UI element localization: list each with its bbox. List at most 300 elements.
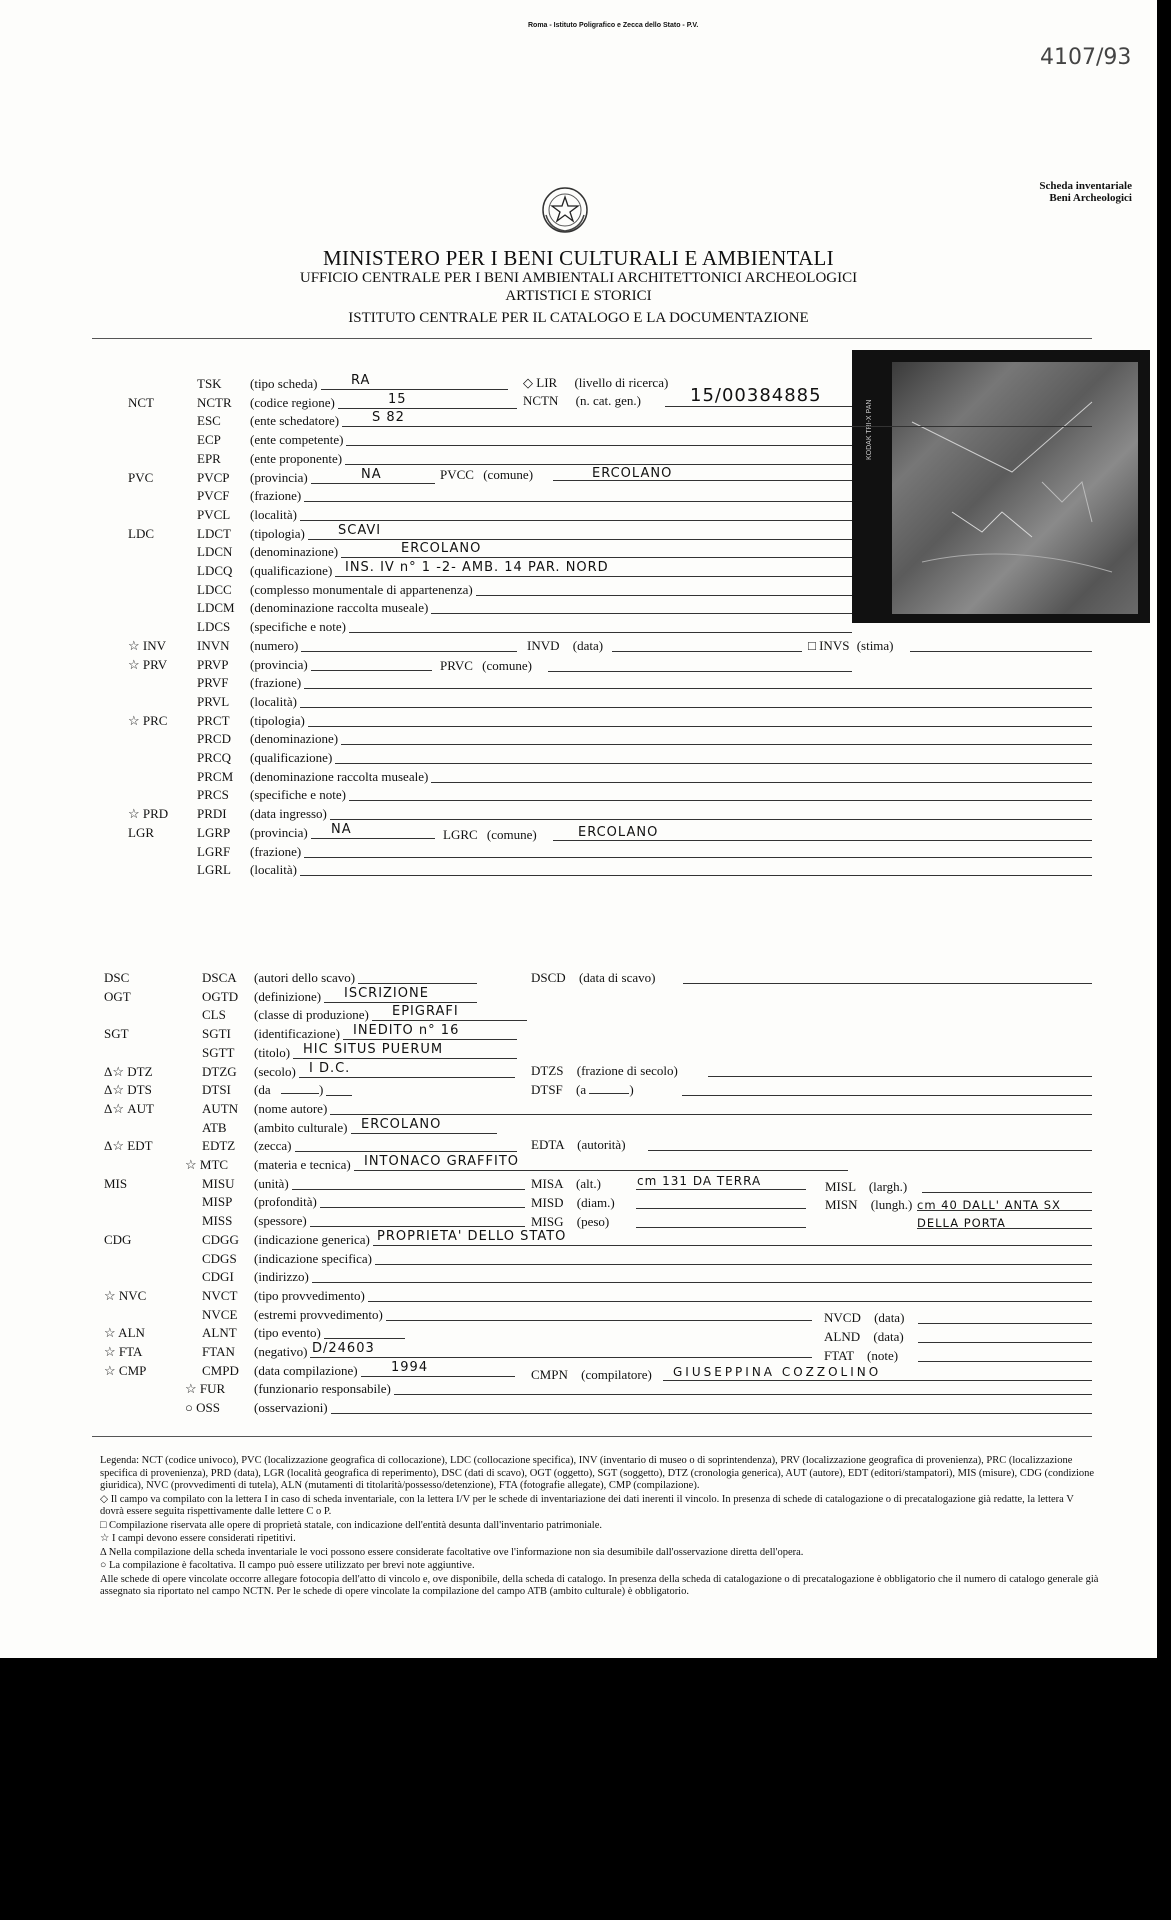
field-label: (tipologia) bbox=[250, 713, 305, 728]
field-label: (peso) bbox=[576, 1214, 610, 1229]
alnd-line bbox=[918, 1342, 1092, 1343]
legend-note: Δ Nella compilazione della scheda inventariale le voci possono essere considerate facoltative ove l'informazione non sia desumibile dall'osservazione diretta dell'opera. bbox=[100, 1546, 804, 1558]
field-label: (profondità) bbox=[254, 1194, 317, 1209]
field-label: (largh.) bbox=[868, 1179, 908, 1194]
prvc-line bbox=[548, 671, 852, 672]
group-code: ☆ INV bbox=[128, 638, 167, 653]
lgrc-line bbox=[553, 840, 1092, 841]
photo-caption: KODAK TRI-X PAN bbox=[866, 399, 873, 460]
field-line bbox=[330, 819, 1092, 820]
ftat-line bbox=[918, 1361, 1092, 1362]
field-code: MISA bbox=[531, 1176, 563, 1191]
field-label: (tipo provvedimento) bbox=[254, 1288, 365, 1303]
field-line bbox=[293, 1058, 517, 1059]
field-line bbox=[312, 1282, 1092, 1283]
group-code: LGR bbox=[128, 825, 154, 840]
misg-line bbox=[636, 1227, 806, 1228]
field-code: NVCE bbox=[202, 1307, 238, 1322]
scan-border bbox=[1157, 0, 1171, 1920]
field-line bbox=[373, 1245, 1092, 1246]
field-label: (frazione) bbox=[250, 675, 302, 690]
prvc-field bbox=[440, 658, 532, 675]
field-label: (indicazione generica) bbox=[254, 1232, 370, 1247]
field-label: (funzionario responsabile) bbox=[254, 1381, 391, 1396]
field-label: (località) bbox=[250, 694, 297, 709]
field-label: (data) bbox=[874, 1310, 905, 1325]
field-code: ☆ FUR bbox=[185, 1381, 226, 1396]
field-code: MISD bbox=[531, 1195, 564, 1210]
legend-note: Alle schede di opere vincolate occorre allegare fotocopia dell'atto di vincolo e, ove disponibile, della scheda di catalogo. In presenza della scheda di catalogazione o di precatalogazione è obbligatorio che il numero di catalogo generale già assegnato sia riportato nel campo NCTN. Per le schede di opere vincolate la compilazione del campo ATB (ambito culturale) è obbligatorio. bbox=[100, 1573, 1099, 1597]
misd-field bbox=[531, 1195, 615, 1212]
field-code: LGRC bbox=[443, 827, 478, 842]
group-code: SGT bbox=[104, 1026, 129, 1041]
field-line bbox=[345, 464, 852, 465]
field-code: ALNT bbox=[202, 1325, 237, 1340]
field-value[interactable]: 1994 bbox=[391, 1360, 429, 1375]
field-value[interactable]: INEDITO n° 16 bbox=[353, 1023, 460, 1038]
field-line bbox=[342, 426, 852, 427]
field-code: PRCT bbox=[197, 713, 230, 728]
field-value[interactable]: PROPRIETA' DELLO STATO bbox=[377, 1229, 567, 1244]
field-line bbox=[295, 1151, 517, 1152]
field-label: (compilatore) bbox=[581, 1367, 652, 1382]
field-code: DTZG bbox=[202, 1064, 237, 1079]
field-line bbox=[346, 445, 852, 446]
field-label: (ambito culturale) bbox=[254, 1120, 348, 1135]
dscd-field bbox=[531, 970, 655, 987]
field-label: (autori dello scavo) bbox=[254, 970, 356, 985]
field-line bbox=[343, 1039, 517, 1040]
card-type-line: Beni Archeologici bbox=[1049, 192, 1132, 204]
field-line bbox=[320, 1207, 525, 1208]
group-code: DSC bbox=[104, 970, 130, 985]
field-label: (indicazione specifica) bbox=[254, 1251, 373, 1266]
ministry-title: MINISTERO PER I BENI CULTURALI E AMBIENTALI bbox=[323, 246, 834, 270]
field-label: (qualificazione) bbox=[250, 563, 333, 578]
group-code: Δ☆ DTS bbox=[104, 1082, 152, 1097]
lgrc-field bbox=[443, 827, 537, 844]
field-label: (note) bbox=[867, 1348, 899, 1363]
field-label: (materia e tecnica) bbox=[254, 1157, 351, 1172]
photo-image bbox=[892, 362, 1138, 614]
field-code: PRCD bbox=[197, 731, 231, 746]
field-label: (data di scavo) bbox=[578, 970, 656, 985]
field-code: LGRP bbox=[197, 825, 231, 840]
field-line bbox=[308, 726, 1092, 727]
group-code: ☆ ALN bbox=[104, 1325, 145, 1340]
field-line bbox=[431, 782, 1092, 783]
field-line bbox=[431, 613, 852, 614]
field-label: (denominazione) bbox=[250, 544, 339, 559]
ext-line bbox=[852, 426, 1092, 427]
header-divider bbox=[92, 338, 1092, 339]
group-code: ☆ CMP bbox=[104, 1363, 147, 1378]
legend-note: □ Compilazione riservata alle opere di proprietà statale, con indicazione dell'entità desunta dall'inventario patrimoniale. bbox=[100, 1519, 602, 1531]
group-code: LDC bbox=[128, 526, 154, 541]
field-code: FTAT bbox=[824, 1348, 854, 1363]
field-line bbox=[300, 707, 1092, 708]
field-label: (estremi provvedimento) bbox=[254, 1307, 383, 1322]
field-label: (denominazione raccolta museale) bbox=[250, 769, 429, 784]
field-value[interactable]: 15 bbox=[388, 392, 407, 407]
field-code: LGRL bbox=[197, 862, 231, 877]
field-line bbox=[349, 800, 1092, 801]
field-line bbox=[311, 838, 435, 839]
field-line bbox=[292, 1189, 525, 1190]
field-line bbox=[310, 1357, 812, 1358]
group-code: CDG bbox=[104, 1232, 132, 1247]
field-line bbox=[386, 1320, 812, 1321]
group-code: ☆ PRD bbox=[128, 806, 169, 821]
field-code: DSCD bbox=[531, 970, 566, 985]
legend-divider bbox=[92, 1436, 1092, 1437]
field-line bbox=[310, 1226, 525, 1227]
field-line bbox=[361, 1376, 515, 1377]
field-label: (località) bbox=[250, 862, 297, 877]
graffito-lines bbox=[892, 362, 1138, 614]
field-label: (provincia) bbox=[250, 470, 308, 485]
field-label: (zecca) bbox=[254, 1138, 292, 1153]
field-line bbox=[301, 651, 517, 652]
dtsf-field: DTSF (a ) bbox=[531, 1082, 634, 1097]
nctn-line bbox=[665, 406, 852, 407]
field-label: (codice regione) bbox=[250, 395, 335, 410]
field-line bbox=[331, 1413, 1092, 1414]
field-code: INVD bbox=[527, 638, 560, 653]
field-code: PRVP bbox=[197, 657, 229, 672]
invd-line bbox=[612, 651, 802, 652]
legend-note: Legenda: NCT (codice univoco), PVC (localizzazione geografica di collocazione), LDC (collocazione specifica), INV (inventario di museo o di soprintendenza), PRV (localizzazione geografica di provenienza), PRC (localizzazione specifica di provenienza), PRD (data), LGR (località geografica di reperimento), DSC (dati di scavo), OGT (oggetto), SGT (soggetto), DTZ (cronologia generica), AUT (autore), EDT (editori/stampatori), MIS (misure), CDG (condizione giuridica), NVC (provvedimenti di tutela), ALN (mutamenti di titolarità/possesso/detenzione), FTA (fotografie allegate), CMP (compilazione). bbox=[100, 1455, 1095, 1491]
field-code: NVCD bbox=[824, 1310, 861, 1325]
field-line bbox=[372, 1020, 527, 1021]
group-code: NCT bbox=[128, 395, 154, 410]
field-line bbox=[394, 1394, 1092, 1395]
field-code: EPR bbox=[197, 451, 221, 466]
field-label: (unità) bbox=[254, 1176, 289, 1191]
field-value[interactable]: D/24603 bbox=[312, 1341, 375, 1356]
field-label: (denominazione raccolta museale) bbox=[250, 600, 429, 615]
field-label: (secolo) bbox=[254, 1064, 296, 1079]
field-code: CLS bbox=[202, 1007, 226, 1022]
field-code: □ INVS bbox=[808, 638, 850, 653]
group-code: Δ☆ AUT bbox=[104, 1101, 154, 1116]
legend-note: ☆ I campi devono essere considerati ripetitivi. bbox=[100, 1533, 296, 1544]
field-code: PRCM bbox=[197, 769, 234, 784]
field-label: (a bbox=[576, 1082, 587, 1097]
field-code: CMPN bbox=[531, 1367, 568, 1382]
field-code: ◇ LIR bbox=[523, 375, 558, 390]
dscd-line bbox=[683, 983, 1092, 984]
field-code: LGRF bbox=[197, 844, 231, 859]
legend-note: ○ La compilazione è facoltativa. Il campo può essere utilizzato per brevi note aggiuntive. bbox=[100, 1560, 475, 1571]
field-label: (qualificazione) bbox=[250, 750, 333, 765]
field-label: (data) bbox=[572, 638, 604, 653]
field-label: (da bbox=[254, 1082, 271, 1097]
stamp-number: 4107/93 bbox=[1040, 45, 1132, 70]
field-line bbox=[351, 1133, 497, 1134]
lgrc-value[interactable]: ERCOLANO bbox=[578, 825, 659, 840]
field-line bbox=[375, 1264, 1092, 1265]
field-code: PRVC bbox=[440, 658, 473, 673]
invs-line bbox=[910, 651, 1092, 652]
field-value[interactable]: RA bbox=[351, 373, 371, 388]
field-value[interactable]: I D.C. bbox=[309, 1061, 351, 1076]
field-code: LDCN bbox=[197, 544, 233, 559]
field-line bbox=[335, 763, 1092, 764]
misa-field bbox=[531, 1176, 601, 1193]
group-code: MIS bbox=[104, 1176, 128, 1191]
field-label: (definizione) bbox=[254, 989, 322, 1004]
field-line bbox=[476, 595, 852, 596]
field-code: ECP bbox=[197, 432, 221, 447]
field-code: PVCC bbox=[440, 467, 474, 482]
field-label: (ente schedatore) bbox=[250, 413, 340, 428]
field-label: (tipo scheda) bbox=[250, 376, 318, 391]
field-code: MISL bbox=[825, 1179, 856, 1194]
field-label: (provincia) bbox=[250, 825, 308, 840]
dtsf-line bbox=[682, 1095, 1092, 1096]
republic-emblem-icon bbox=[540, 185, 590, 235]
field-label: (lungh.) bbox=[870, 1197, 913, 1212]
edta-field bbox=[531, 1137, 626, 1154]
field-line bbox=[335, 576, 852, 577]
group-code: PVC bbox=[128, 470, 154, 485]
field-code: PRVF bbox=[197, 675, 229, 690]
field-label: (frazione) bbox=[250, 844, 302, 859]
dtzs-line bbox=[708, 1076, 1092, 1077]
group-code: ☆ PRC bbox=[128, 713, 168, 728]
field-code: PVCL bbox=[197, 507, 231, 522]
field-value[interactable]: S 82 bbox=[372, 410, 405, 425]
invs-field bbox=[808, 638, 894, 655]
field-code: ALND bbox=[824, 1329, 861, 1344]
field-label: (stima) bbox=[856, 638, 894, 653]
field-line bbox=[304, 501, 852, 502]
pvcc-value[interactable]: ERCOLANO bbox=[592, 466, 673, 481]
nctn-field bbox=[523, 393, 641, 410]
group-code: OGT bbox=[104, 989, 131, 1004]
field-code: CDGS bbox=[202, 1251, 237, 1266]
field-line bbox=[324, 1338, 405, 1339]
group-code: ☆ PRV bbox=[128, 657, 168, 672]
field-label: (numero) bbox=[250, 638, 299, 653]
misa-line bbox=[636, 1189, 806, 1190]
field-label: (denominazione) bbox=[250, 731, 339, 746]
field-code: ATB bbox=[202, 1120, 227, 1135]
field-code: DTZS bbox=[531, 1063, 564, 1078]
field-label: (tipo evento) bbox=[254, 1325, 321, 1340]
cmpn-value[interactable]: GIUSEPPINA COZZOLINO bbox=[673, 1365, 882, 1379]
field-label: (livello di ricerca) bbox=[574, 375, 669, 390]
alnd-field bbox=[824, 1329, 904, 1346]
lir-field bbox=[523, 375, 668, 392]
field-code: SGTT bbox=[202, 1045, 235, 1060]
field-line bbox=[338, 408, 517, 409]
field-code: PVCF bbox=[197, 488, 230, 503]
field-label: (comune) bbox=[483, 467, 534, 482]
field-value[interactable]: NA bbox=[361, 467, 382, 482]
field-line bbox=[349, 632, 852, 633]
attached-photo bbox=[852, 350, 1150, 623]
field-code: ○ OSS bbox=[185, 1400, 220, 1415]
field-code: MISP bbox=[202, 1194, 233, 1209]
field-code: PRDI bbox=[197, 806, 227, 821]
field-label: (classe di produzione) bbox=[254, 1007, 369, 1022]
misn-value[interactable]: cm 40 DALL' ANTA SX DELLA PORTA bbox=[917, 1198, 1061, 1230]
field-line bbox=[300, 875, 1092, 876]
field-label: (località) bbox=[250, 507, 297, 522]
field-line bbox=[358, 983, 477, 984]
dtsi-bracket: ) bbox=[281, 1082, 323, 1098]
field-code: CDGG bbox=[202, 1232, 239, 1247]
field-code: DTSF bbox=[531, 1082, 563, 1097]
field-value[interactable]: EPIGRAFI bbox=[392, 1004, 459, 1019]
field-code: MISS bbox=[202, 1213, 233, 1228]
misl-field bbox=[825, 1179, 907, 1196]
field-code: DSCA bbox=[202, 970, 237, 985]
field-label: (data) bbox=[873, 1329, 904, 1344]
field-label: (frazione) bbox=[250, 488, 302, 503]
misg-field bbox=[531, 1214, 609, 1231]
field-line bbox=[341, 744, 1092, 745]
field-line bbox=[311, 670, 432, 671]
invd-field bbox=[527, 638, 603, 655]
field-code: MISU bbox=[202, 1176, 235, 1191]
group-code: Δ☆ EDT bbox=[104, 1138, 153, 1153]
field-label: (provincia) bbox=[250, 657, 308, 672]
field-line bbox=[326, 1095, 352, 1096]
field-line bbox=[299, 1077, 515, 1078]
field-label: (indirizzo) bbox=[254, 1269, 309, 1284]
edta-line bbox=[648, 1150, 1092, 1151]
field-code: FTAN bbox=[202, 1344, 235, 1359]
legend-note: ◇ Il campo va compilato con la lettera I in caso di scheda inventariale, con la lettera I/V per le schede di inventariazione dei dati inerenti il vincolo. In presenza di schede di catalogazione o di precatalogazione già redatte, la lettera V dovrà essere seguita rispettivamente dalle lettere C o P. bbox=[100, 1493, 1074, 1517]
field-line bbox=[354, 1170, 848, 1171]
field-value[interactable]: ERCOLANO bbox=[401, 541, 482, 556]
field-value[interactable]: ERCOLANO bbox=[361, 1117, 442, 1132]
ftat-field bbox=[824, 1348, 898, 1365]
field-line bbox=[300, 520, 852, 521]
field-label: (titolo) bbox=[254, 1045, 291, 1060]
nctn-value[interactable]: 15/00384885 bbox=[690, 385, 822, 406]
field-code: LDCQ bbox=[197, 563, 233, 578]
misa-value[interactable]: cm 131 DA TERRA bbox=[637, 1174, 762, 1188]
field-line bbox=[308, 539, 852, 540]
printer-line: Roma - Istituto Poligrafico e Zecca dello Stato - P.V. bbox=[528, 22, 699, 29]
misd-line bbox=[636, 1208, 806, 1209]
misl-line bbox=[922, 1192, 1092, 1193]
field-code: PRCQ bbox=[197, 750, 231, 765]
field-code: NVCT bbox=[202, 1288, 238, 1303]
field-label: (nome autore) bbox=[254, 1101, 328, 1116]
field-line bbox=[330, 1114, 1092, 1115]
field-code: MISG bbox=[531, 1214, 564, 1229]
field-label: (data compilazione) bbox=[254, 1363, 358, 1378]
field-label: (autorità) bbox=[577, 1137, 626, 1152]
field-code: EDTA bbox=[531, 1137, 564, 1152]
office-line-1: UFFICIO CENTRALE PER I BENI AMBIENTALI ARCHITETTONICI ARCHEOLOGICI bbox=[299, 270, 858, 286]
field-label: (osservazioni) bbox=[254, 1400, 328, 1415]
field-code: DTSI bbox=[202, 1082, 231, 1097]
field-code: NCTR bbox=[197, 395, 232, 410]
field-label: (comune) bbox=[482, 658, 532, 673]
field-label: (specifiche e note) bbox=[250, 619, 347, 634]
field-label: (ente proponente) bbox=[250, 451, 343, 466]
legend bbox=[100, 1455, 1100, 1600]
field-value[interactable]: INTONACO GRAFFITO bbox=[364, 1154, 519, 1169]
field-code: PVCP bbox=[197, 470, 230, 485]
field-label: (spessore) bbox=[254, 1213, 307, 1228]
field-line bbox=[324, 1002, 477, 1003]
cmpn-field bbox=[531, 1367, 652, 1384]
field-code: ☆ MTC bbox=[185, 1157, 229, 1172]
field-code: NCTN bbox=[523, 393, 559, 408]
field-code: TSK bbox=[197, 376, 222, 391]
field-label: (negativo) bbox=[254, 1344, 308, 1359]
nvcd-field bbox=[824, 1310, 904, 1327]
field-code: PRVL bbox=[197, 694, 230, 709]
field-line bbox=[304, 688, 1092, 689]
field-label: (tipologia) bbox=[250, 526, 305, 541]
field-code: INVN bbox=[197, 638, 230, 653]
institute-title: ISTITUTO CENTRALE PER IL CATALOGO E LA DOCUMENTAZIONE bbox=[348, 310, 809, 326]
field-code: LDCT bbox=[197, 526, 231, 541]
field-label: (n. cat. gen.) bbox=[575, 393, 641, 408]
field-code: EDTZ bbox=[202, 1138, 236, 1153]
group-code: ☆ NVC bbox=[104, 1288, 147, 1303]
field-label: (diam.) bbox=[576, 1195, 615, 1210]
misn-field bbox=[825, 1197, 912, 1214]
field-code: MISN bbox=[825, 1197, 858, 1212]
field-code: CMPD bbox=[202, 1363, 239, 1378]
field-code: LDCS bbox=[197, 619, 231, 634]
field-code: SGTI bbox=[202, 1026, 231, 1041]
cmpn-line bbox=[663, 1380, 1092, 1381]
nvcd-line bbox=[918, 1323, 1092, 1324]
office-line-2: ARTISTICI E STORICI bbox=[505, 288, 652, 304]
field-line bbox=[368, 1301, 1092, 1302]
field-line bbox=[311, 483, 435, 484]
field-code: PRCS bbox=[197, 787, 229, 802]
field-value[interactable]: ISCRIZIONE bbox=[344, 986, 429, 1001]
field-line bbox=[321, 389, 508, 390]
card-type-line: Scheda inventariale bbox=[1039, 180, 1132, 192]
field-code: CDGI bbox=[202, 1269, 234, 1284]
field-code: ESC bbox=[197, 413, 221, 428]
field-line bbox=[341, 557, 852, 558]
field-value[interactable]: HIC SITUS PUERUM bbox=[303, 1042, 444, 1057]
field-value[interactable]: INS. IV n° 1 -2- AMB. 14 PAR. NORD bbox=[345, 560, 609, 575]
field-label: (identificazione) bbox=[254, 1026, 340, 1041]
field-code: LDCC bbox=[197, 582, 232, 597]
dtzs-field bbox=[531, 1063, 678, 1080]
group-code: ☆ FTA bbox=[104, 1344, 143, 1359]
field-code: OGTD bbox=[202, 989, 239, 1004]
field-label: (frazione di secolo) bbox=[576, 1063, 678, 1078]
field-label: (specifiche e note) bbox=[250, 787, 347, 802]
card-type bbox=[1039, 180, 1132, 204]
field-value[interactable]: NA bbox=[331, 822, 352, 837]
group-code: Δ☆ DTZ bbox=[104, 1064, 153, 1079]
field-label: (comune) bbox=[486, 827, 537, 842]
field-value[interactable]: SCAVI bbox=[338, 523, 382, 538]
field-label: (alt.) bbox=[576, 1176, 601, 1191]
field-label: (complesso monumentale di appartenenza) bbox=[250, 582, 473, 597]
field-code: LDCM bbox=[197, 600, 235, 615]
pvcc-field bbox=[440, 467, 533, 484]
field-label: (data ingresso) bbox=[250, 806, 327, 821]
field-label: (ente competente) bbox=[250, 432, 344, 447]
